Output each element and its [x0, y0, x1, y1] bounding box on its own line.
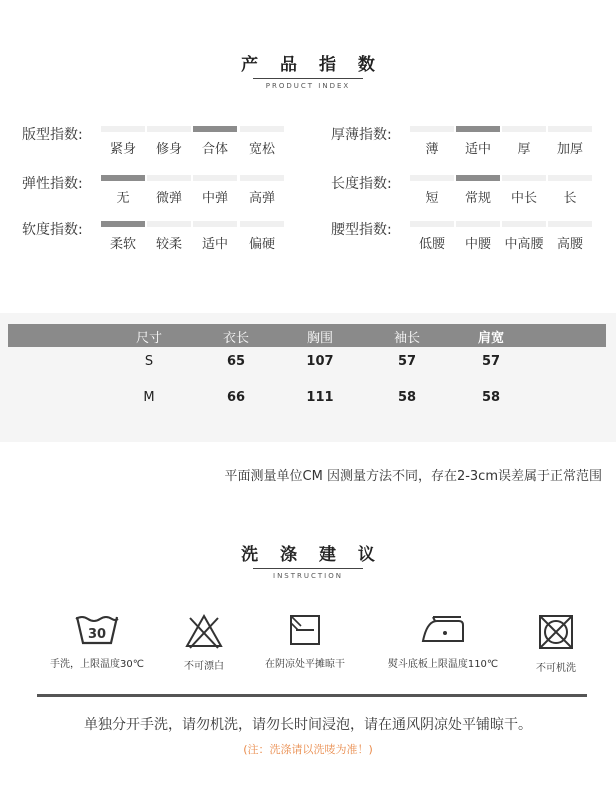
size-cell: 66 — [226, 390, 246, 405]
product-index-subheading: PRODUCT INDEX — [253, 78, 363, 90]
index-option — [240, 173, 284, 206]
size-header-cell: 衣长 — [222, 331, 249, 346]
index-bar — [240, 126, 284, 132]
index-option — [101, 124, 145, 157]
index-option-label: 宽松 — [248, 142, 275, 157]
care-subheading: INSTRUCTION — [253, 568, 363, 580]
index-bar — [502, 126, 546, 132]
no-machine-wash-icon — [537, 613, 575, 651]
index-option — [548, 124, 592, 157]
index-option — [502, 124, 546, 157]
care-heading: 洗 涤 建 议 — [241, 545, 383, 565]
index-label: 弹性指数: — [22, 176, 83, 192]
index-option — [502, 219, 546, 252]
index-option-label: 常规 — [464, 191, 491, 206]
dry-flat-shade-icon — [288, 613, 322, 647]
index-option-label: 柔软 — [109, 237, 136, 252]
care-item-no-bleach — [172, 613, 236, 672]
index-label: 软度指数: — [22, 222, 83, 238]
index-option-label: 薄 — [425, 142, 439, 157]
index-option — [101, 173, 145, 206]
index-option — [240, 124, 284, 157]
size-cell: 58 — [397, 390, 417, 405]
product-index-heading: 产 品 指 数 — [241, 55, 383, 75]
index-option-label: 中弹 — [201, 191, 228, 206]
index-bar-selected — [101, 175, 145, 181]
index-label: 版型指数: — [22, 127, 83, 143]
size-header-cell: 肩宽 — [477, 331, 504, 346]
care-title — [0, 540, 616, 580]
care-item-dry-flat — [252, 613, 358, 670]
size-cell: S — [144, 354, 154, 369]
index-label: 厚薄指数: — [331, 127, 392, 143]
size-cell: M — [143, 390, 155, 405]
index-option-label: 低腰 — [418, 237, 445, 252]
index-option-label: 短 — [425, 191, 439, 206]
care-label-iron: 熨斗底板上限温度110℃ — [387, 659, 499, 670]
index-bar-selected — [456, 175, 500, 181]
care-note: (注：洗涤请以洗唛为准！) — [243, 743, 373, 756]
index-bar — [147, 221, 191, 227]
index-option — [456, 219, 500, 252]
index-option-label: 中腰 — [464, 237, 491, 252]
care-item-iron — [372, 613, 514, 670]
product-index-title — [0, 50, 616, 90]
index-option-label: 微弹 — [155, 191, 182, 206]
svg-text:30: 30 — [87, 627, 107, 642]
index-option-label: 合体 — [201, 142, 228, 157]
index-bar-selected — [101, 221, 145, 227]
index-bar — [147, 175, 191, 181]
index-bar-selected — [456, 126, 500, 132]
size-header-cell: 袖长 — [393, 331, 420, 346]
index-option-label: 长 — [563, 191, 577, 206]
index-bar — [410, 221, 454, 227]
index-option — [101, 219, 145, 252]
care-label-dry-flat: 在阴凉处平摊晾干 — [265, 659, 345, 670]
index-option-label: 中长 — [510, 191, 537, 206]
index-bar — [548, 221, 592, 227]
index-bar — [193, 175, 237, 181]
index-option-label: 紧身 — [109, 142, 136, 157]
index-option — [240, 219, 284, 252]
index-label: 腰型指数: — [331, 222, 392, 238]
index-option-label: 修身 — [155, 142, 182, 157]
index-bar — [548, 175, 592, 181]
index-option-label: 加厚 — [556, 142, 583, 157]
index-option-label: 偏硬 — [248, 237, 275, 252]
size-cell: 65 — [226, 354, 246, 369]
index-bar — [240, 175, 284, 181]
index-option — [147, 173, 191, 206]
no-bleach-icon — [184, 613, 224, 649]
size-cell: 111 — [306, 390, 334, 405]
size-cell: 107 — [306, 354, 334, 369]
index-option — [410, 219, 454, 252]
care-label-hand-wash: 手洗，上限温度30℃ — [50, 659, 144, 670]
index-bar — [410, 126, 454, 132]
index-bar — [410, 175, 454, 181]
index-bar — [456, 221, 500, 227]
index-option-label: 中高腰 — [504, 237, 544, 252]
index-option-label: 无 — [116, 191, 130, 206]
care-item-no-machine-wash — [526, 613, 586, 674]
size-header-cell: 胸围 — [306, 331, 333, 346]
size-cell: 57 — [397, 354, 417, 369]
index-bar-selected — [193, 126, 237, 132]
index-option-label: 较柔 — [155, 237, 182, 252]
index-option — [193, 173, 237, 206]
index-bar — [101, 126, 145, 132]
index-option — [548, 219, 592, 252]
index-option — [410, 124, 454, 157]
index-option-label: 适中 — [464, 142, 491, 157]
index-option-label: 高腰 — [556, 237, 583, 252]
hand-wash-30-icon — [74, 613, 120, 647]
measurement-note: 平面测量单位CM 因测量方法不同，存在2-3cm误差属于正常范围 — [224, 469, 602, 484]
index-bar — [502, 221, 546, 227]
index-option — [502, 173, 546, 206]
index-option-label: 适中 — [201, 237, 228, 252]
index-option-label: 高弹 — [248, 191, 275, 206]
index-bar — [502, 175, 546, 181]
index-option-label: 厚 — [517, 142, 531, 157]
index-option — [456, 173, 500, 206]
iron-icon — [419, 613, 467, 647]
size-header-cell: 尺寸 — [135, 331, 162, 346]
size-cell: 57 — [481, 354, 501, 369]
index-bar — [548, 126, 592, 132]
index-bar — [240, 221, 284, 227]
index-bar — [193, 221, 237, 227]
care-label-no-bleach: 不可漂白 — [184, 661, 224, 672]
index-option — [193, 124, 237, 157]
index-option — [193, 219, 237, 252]
size-cell: 58 — [481, 390, 501, 405]
index-bar — [147, 126, 191, 132]
index-option — [147, 124, 191, 157]
care-label-no-machine-wash: 不可机洗 — [536, 663, 576, 674]
index-option — [548, 173, 592, 206]
index-option — [147, 219, 191, 252]
index-option — [410, 173, 454, 206]
care-advice: 单独分开手洗，请勿机洗，请勿长时间浸泡，请在通风阴凉处平铺晾干。 — [84, 717, 532, 733]
care-divider — [37, 694, 587, 697]
index-label: 长度指数: — [331, 176, 392, 192]
index-option — [456, 124, 500, 157]
care-item-hand-wash — [37, 613, 157, 670]
